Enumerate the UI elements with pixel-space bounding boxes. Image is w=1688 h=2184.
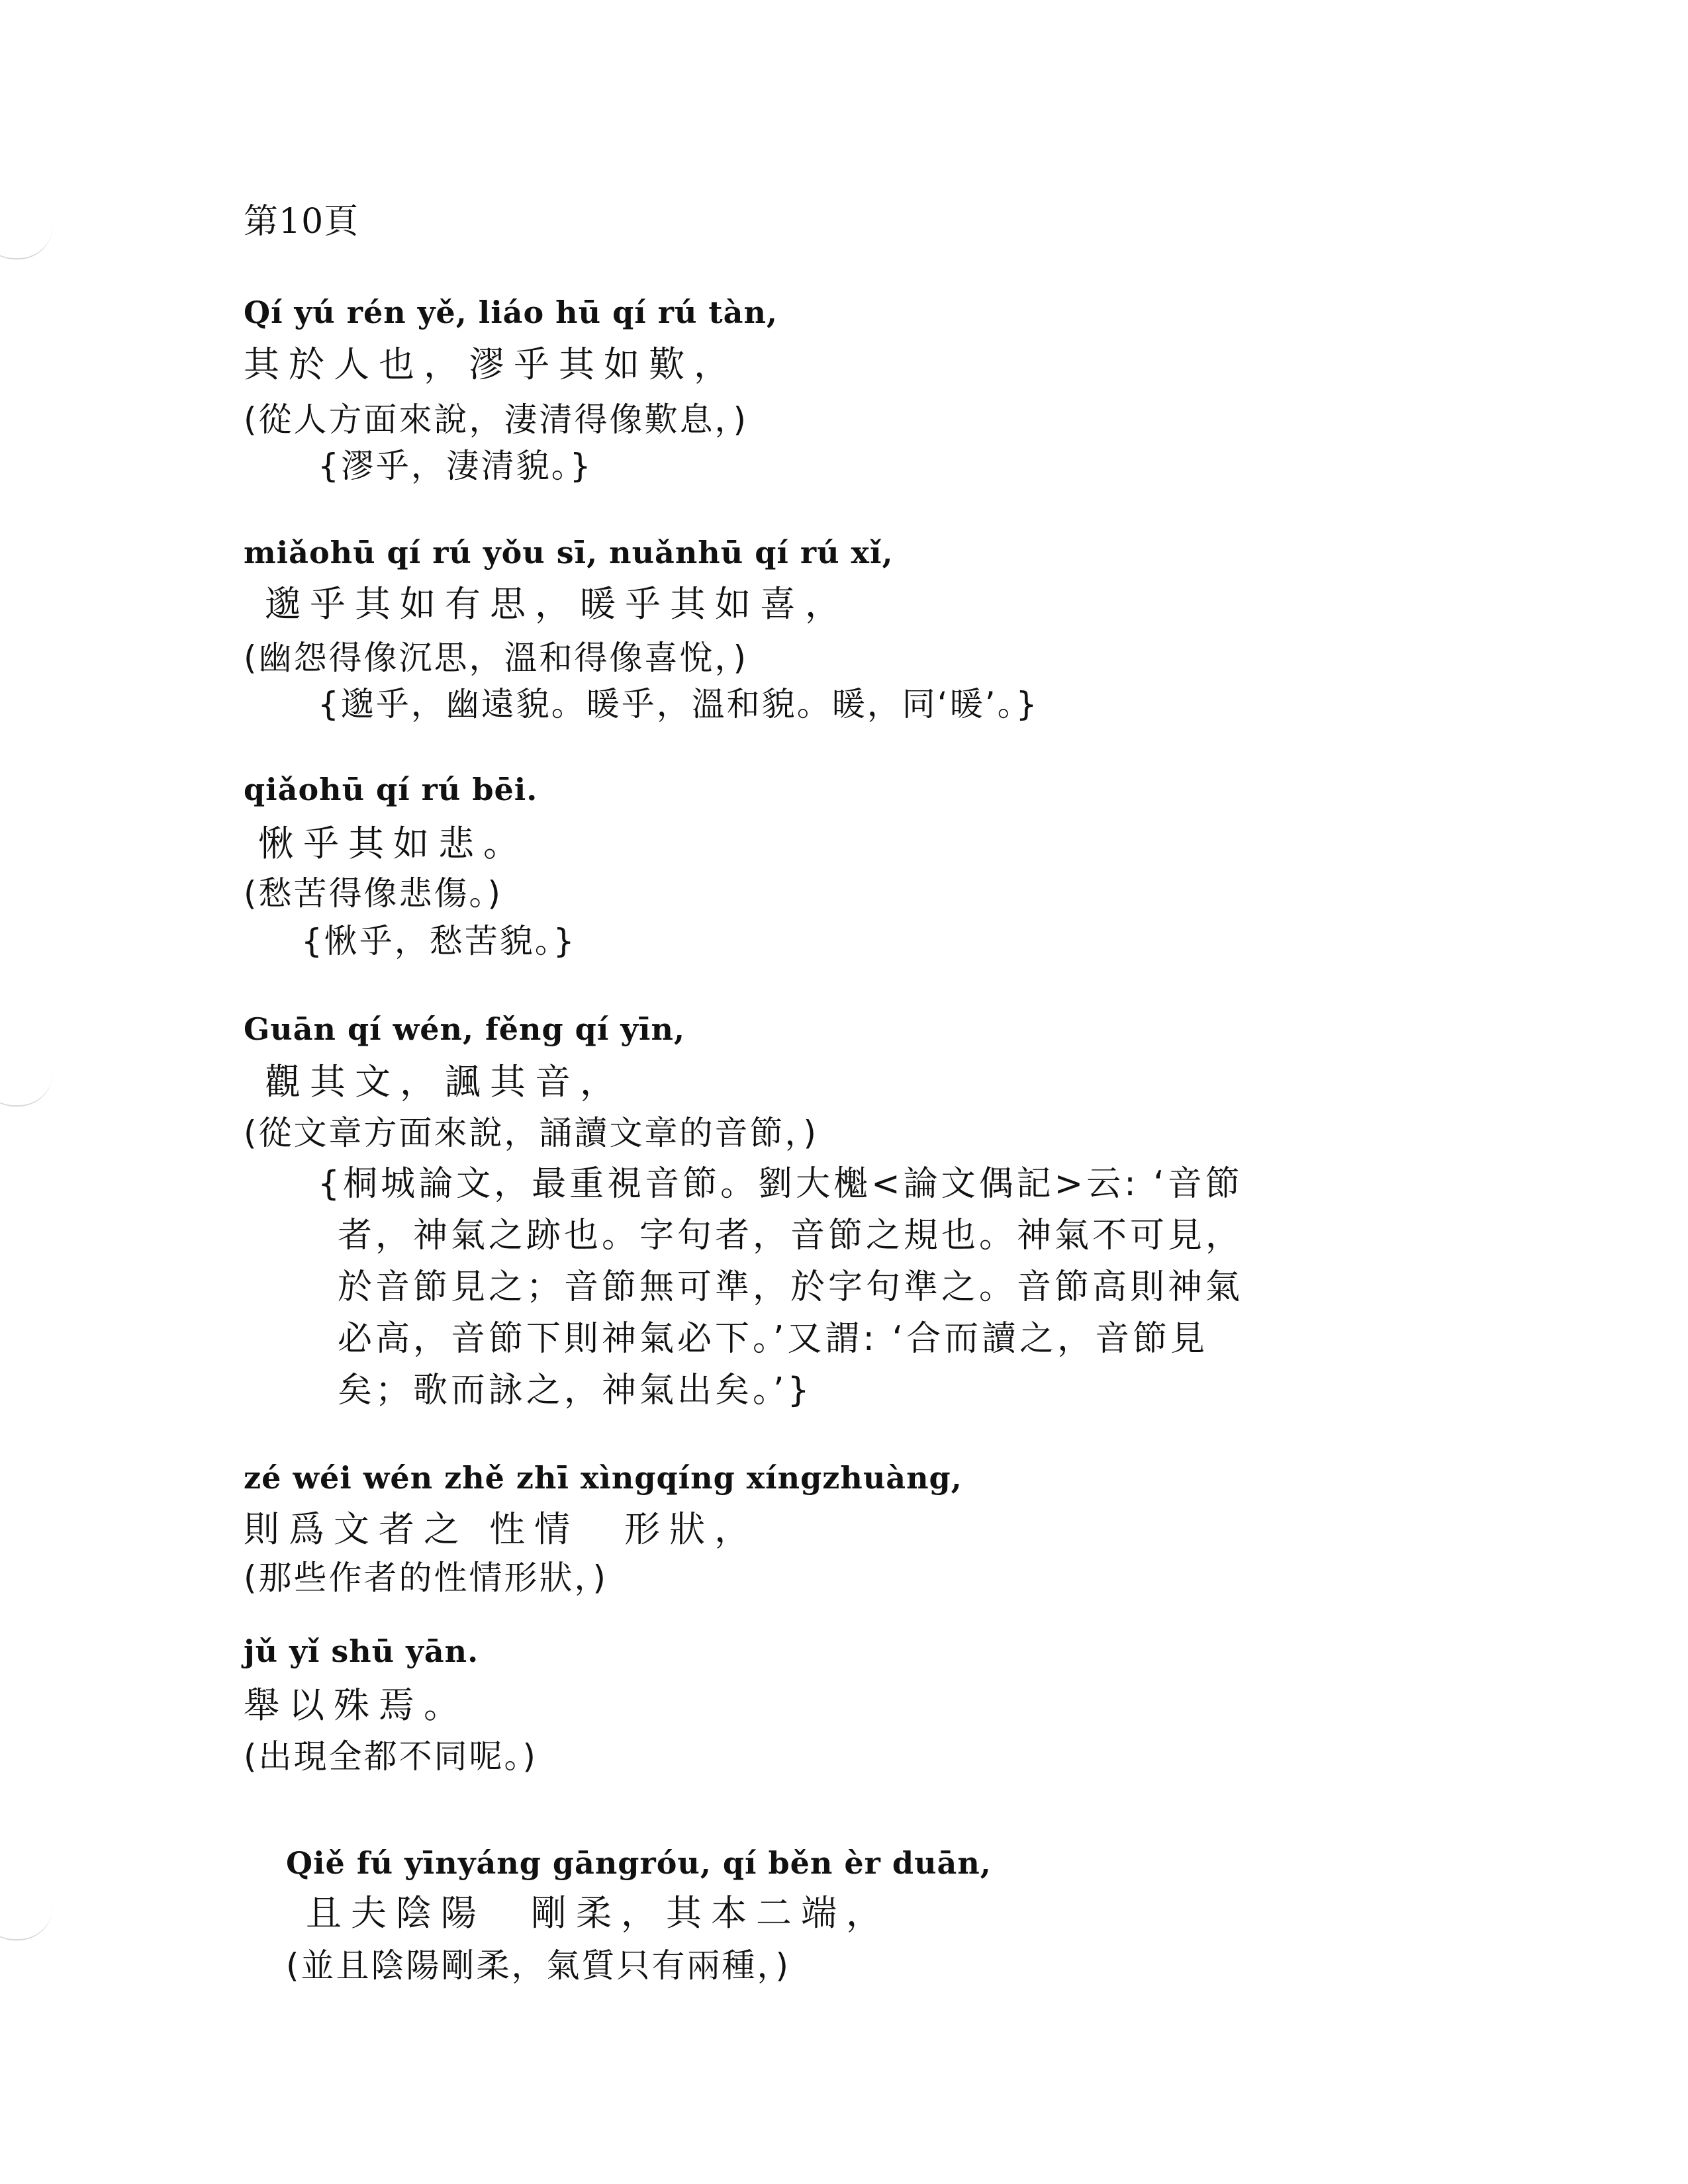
annotation-note-line: 者，神氣之跡也。字句者，音節之規也。神氣不可見，: [338, 1216, 1244, 1255]
chinese-line: 其於人也，漻乎其如歎，: [244, 343, 739, 385]
pinyin-line: Qiě fú yīnyáng gāngróu, qí běn èr duān,: [286, 1845, 992, 1881]
annotation-note: {愀乎，愁苦貌。}: [301, 922, 577, 960]
translation-line: (那些作者的性情形狀，): [244, 1559, 608, 1597]
pinyin-line: Guān qí wén, fěng qí yīn,: [244, 1011, 685, 1047]
annotation-note-line: {桐城論文，最重視音節。劉大櫆<論文偶記>云: ‘音節: [318, 1164, 1243, 1204]
chinese-line: 愀乎其如悲。: [258, 823, 528, 864]
punch-hole-mark: [0, 1906, 53, 1940]
translation-line: (幽怨得像沉思，溫和得像喜悅，): [244, 639, 749, 677]
pinyin-line: zé wéi wén zhě zhī xìngqíng xíngzhuàng,: [244, 1460, 962, 1496]
chinese-line: 則爲文者之 性情 形狀，: [244, 1508, 760, 1550]
annotation-note-line: 於音節見之；音節無可準，於字句準之。音節高則神氣: [338, 1267, 1244, 1307]
annotation-note: {邈乎，幽遠貌。暖乎，溫和貌。暖，同‘暖’。}: [318, 685, 1039, 723]
translation-line: (愁苦得像悲傷。): [244, 874, 503, 913]
chinese-line: 觀其文，諷其音，: [265, 1061, 625, 1103]
translation-line: (出現全都不同呢。): [244, 1737, 538, 1776]
chinese-line: 且夫陰陽 剛柔，其本二端，: [306, 1892, 891, 1934]
chinese-line: 邈乎其如有思，暖乎其如喜，: [265, 583, 850, 625]
punch-hole-mark: [0, 1072, 53, 1107]
annotation-note-line: 矣；歌而詠之，神氣出矣。’}: [338, 1371, 813, 1410]
punch-hole-mark: [0, 225, 53, 259]
pinyin-line: qiǎohū qí rú bēi.: [244, 772, 538, 807]
annotation-note: {漻乎，淒清貌。}: [318, 447, 593, 485]
pinyin-line: Qí yú rén yě, liáo hū qí rú tàn,: [244, 295, 778, 330]
translation-line: (從人方面來說，淒清得像歎息，): [244, 400, 749, 439]
pinyin-line: jǔ yǐ shū yān.: [244, 1633, 479, 1669]
page-title: 第10頁: [244, 202, 359, 242]
pinyin-line: miǎohū qí rú yǒu sī, nuǎnhū qí rú xǐ,: [244, 535, 894, 570]
translation-line: (並且陰陽剛柔，氣質只有兩種，): [286, 1946, 791, 1985]
chinese-line: 舉以殊焉。: [244, 1684, 469, 1726]
annotation-note-line: 必高，音節下則神氣必下。’又謂: ‘合而讀之，音節見: [338, 1319, 1209, 1359]
translation-line: (從文章方面來說，誦讀文章的音節，): [244, 1114, 819, 1152]
